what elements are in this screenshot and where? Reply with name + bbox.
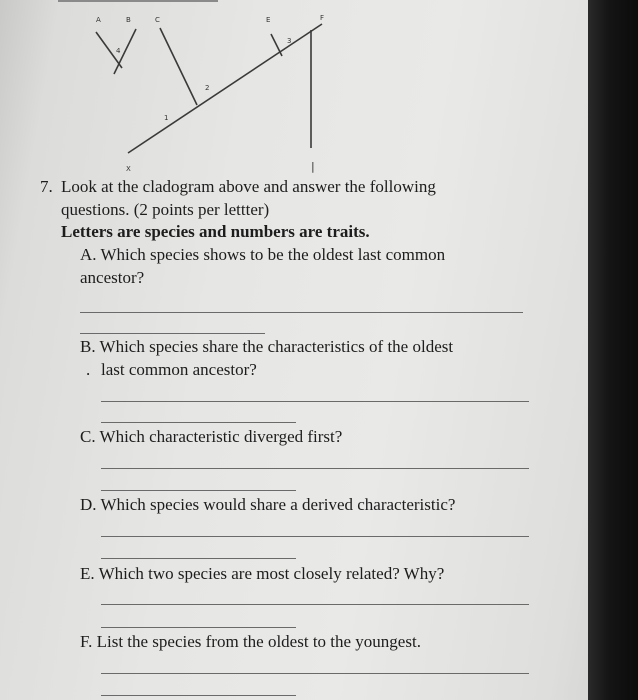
answer-line-a-1[interactable] [80,312,523,313]
answer-line-d-2[interactable] [101,558,296,559]
part-c: C. Which characteristic diverged first? [80,427,343,446]
trait-label-2: 2 [205,84,210,92]
trait-label-4: 4 [116,47,121,55]
part-e: E. Which two species are most closely related? Why? [80,564,445,583]
trait-label-1: 1 [164,114,169,122]
species-label-e: E [266,16,271,24]
part-b-line-2: last common ancestor? [101,360,257,379]
answer-line-f-1[interactable] [101,673,529,674]
answer-line-c-2[interactable] [101,490,296,491]
species-label-b: B [126,16,131,24]
answer-line-c-1[interactable] [101,468,529,469]
species-label-a: A [96,16,101,24]
part-f: F. List the species from the oldest to the youngest. [80,632,421,651]
part-a-line-1: A. Which species shows to be the oldest last common [80,245,446,264]
answer-line-e-2[interactable] [101,627,296,628]
clado-branch-e [271,34,282,56]
question-line-2: questions. (2 points per lettter) [61,200,270,219]
clado-main-line [128,24,322,153]
answer-line-d-1[interactable] [101,536,529,537]
species-label-c: C [155,16,160,24]
cladogram [0,0,638,180]
question-number: 7. [40,177,53,196]
answer-line-e-1[interactable] [101,604,529,605]
part-d: D. Which species would share a derived characteristic? [80,495,456,514]
part-a-line-2: ancestor? [80,268,145,287]
answer-line-b-2[interactable] [101,422,296,423]
answer-line-f-2[interactable] [101,695,296,696]
root-tick: | [311,160,315,173]
trait-label-3: 3 [287,37,292,45]
answer-line-b-1[interactable] [101,401,529,402]
part-b-line-1: B. Which species share the characteristics of the oldest [80,337,454,356]
clado-branch-c [160,28,197,105]
root-label-x: X [126,165,131,173]
species-label-f: F [320,14,325,22]
part-b-dot: . [86,360,91,379]
answer-line-a-2[interactable] [80,333,265,334]
question-note: Letters are species and numbers are traits. [61,222,370,241]
question-line-1: Look at the cladogram above and answer the following [61,177,436,196]
